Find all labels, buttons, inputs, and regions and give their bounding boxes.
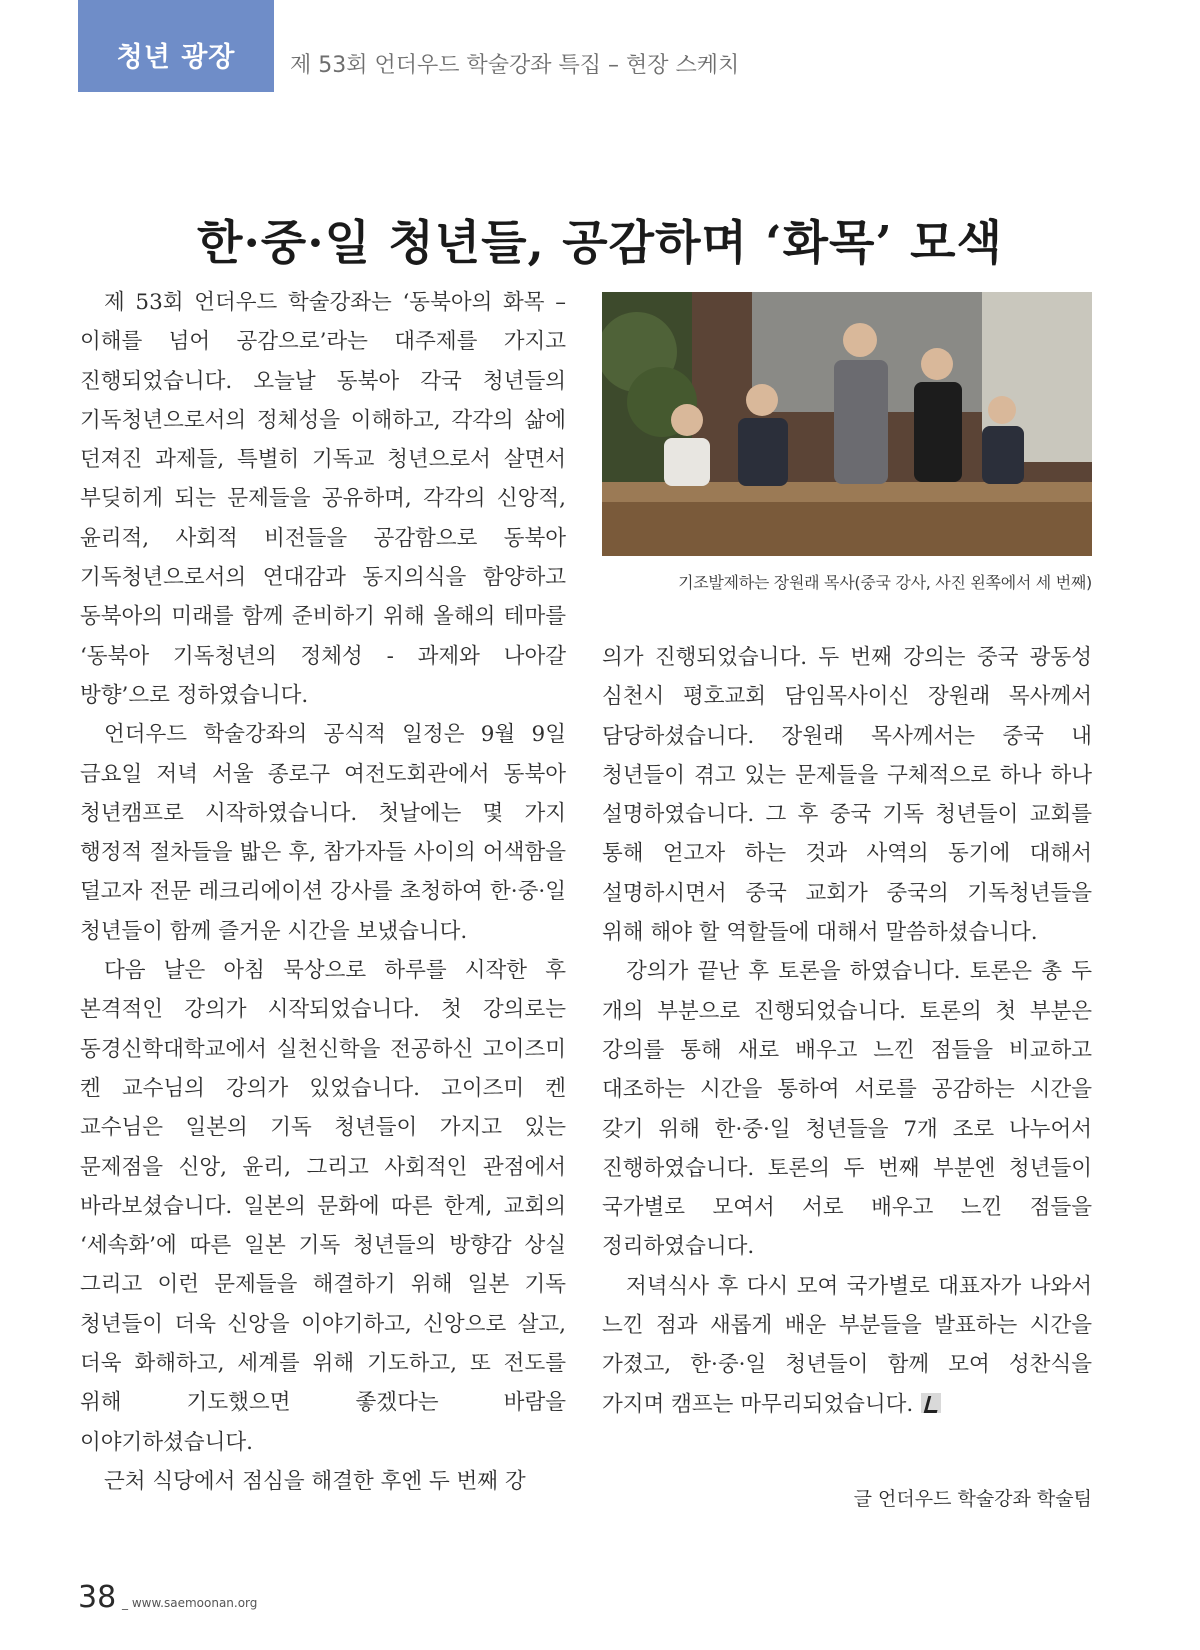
paragraph: 강의가 끝난 후 토론을 하였습니다. 토론은 총 두 개의 부분으로 진행되었습니다. 토론의 첫 부분은 강의를 통해 새로 배우고 느낀 점들을 비교하고 대조하는 시간을 통하여 서로를 공감하는 시간을 갖기 위해 한·중·일 청년들을 7개 조로 나누어서 진행하였습니다. 토론의 두 번째 부분엔 청년들이 국가별로 모여서 서로 배우고 느낀 점들을 정리하였습니다. — [602, 959, 1092, 1260]
article-title: 한·중·일 청년들, 공감하며 ‘화목’ 모색 — [197, 216, 1003, 272]
section-subtitle: 제 53회 언더우드 학술강좌 특집 – 현장 스케치 — [290, 53, 740, 78]
footer-url: _ www.saemoonan.org — [122, 1596, 258, 1610]
photo-illustration — [602, 292, 1092, 556]
paragraph: 언더우드 학술강좌의 공식적 일정은 9월 9일 금요일 저녁 서울 종로구 여전도회관에서 동북아 청년캠프로 시작하였습니다. 첫날에는 몇 가지 행정적 절차들을 밟은 후, 참가자들 사이의 어색함을 덜고자 전문 레크리에이션 강사를 초청하여 한·중·일 청년들이 함께 즐거운 시간을 보냈습니다. — [80, 722, 566, 944]
paragraph: 의가 진행되었습니다. 두 번째 강의는 중국 광동성 심천시 평호교회 담임목사이신 장원래 목사께서 담당하셨습니다. 장원래 목사께서는 중국 내 청년들이 겪고 있는 문제들을 구체적으로 하나 하나 설명하였습니다. 그 후 중국 기독 청년들이 교회를 통해 얻고자 하는 것과 사역의 동기에 대해서 설명하시면서 중국 교회가 중국의 기독청년들을 위해 해야 할 역할들에 대해서 말씀하셨습니다. — [602, 645, 1092, 946]
page-number: 38 — [78, 1580, 117, 1615]
photo-caption: 기조발제하는 장원래 목사(중국 강사, 사진 왼쪽에서 세 번째) — [678, 573, 1092, 592]
paragraph — [602, 1267, 1092, 1424]
section-label: 청년 광장 — [78, 0, 274, 92]
paragraph: 다음 날은 아침 묵상으로 하루를 시작한 후 본격적인 강의가 시작되었습니다. 첫 강의로는 동경신학대학교에서 실천신학을 전공하신 고이즈미 켄 교수님의 강의가 있었습니다. 고이즈미 켄 교수님은 일본의 기독 청년들이 가지고 있는 문제점을 신앙, 윤리, 그리고 사회적인 관점에서 바라보셨습니다. 일본의 문화에 따른 한계, 교회의 ‘세속화’에 따른 일본 기독 청년들의 방향감 상실 그리고 이런 문제들을 해결하기 위해 일본 기독 청년들이 더욱 신앙을 이야기하고, 신앙으로 살고, 더욱 화해하고, 세계를 위해 기도하고, 또 전도를 위해 기도했으면 좋겠다는 바람을 이야기하셨습니다. — [80, 958, 566, 1455]
article-right-column — [602, 638, 1092, 1424]
byline: 글 언더우드 학술강좌 학술팀 — [853, 1488, 1092, 1510]
paragraph: 제 53회 언더우드 학술강좌는 ‘동북아의 화목 – 이해를 넘어 공감으로’라는 대주제를 가지고 진행되었습니다. 오늘날 동북아 각국 청년들의 기독청년으로서의 정체성을 이해하고, 각각의 삶에 던져진 과제들, 특별히 기독교 청년으로서 살면서 부딪히게 되는 문제들을 공유하며, 각각의 신앙적, 윤리적, 사회적 비전들을 공감함으로 동북아 기독청년으로서의 연대감과 동지의식을 함양하고 동북아의 미래를 함께 준비하기 위해 올해의 테마를 ‘동북아 기독청년의 정체성 - 과제와 나아갈 방향’으로 정하였습니다. — [80, 290, 566, 708]
article-photo — [602, 292, 1092, 556]
paragraph-text: 저녁식사 후 다시 모여 국가별로 대표자가 나와서 느낀 점과 새롭게 배운 부분들을 발표하는 시간을 가졌고, 한·중·일 청년들이 함께 모여 성찬식을 가지며 캠프는 마무리되었습니다. — [602, 1273, 1092, 1417]
article-left-column — [80, 283, 566, 1501]
end-mark-icon — [921, 1393, 941, 1413]
paragraph: 근처 식당에서 점심을 해결한 후엔 두 번째 강 — [104, 1468, 526, 1494]
